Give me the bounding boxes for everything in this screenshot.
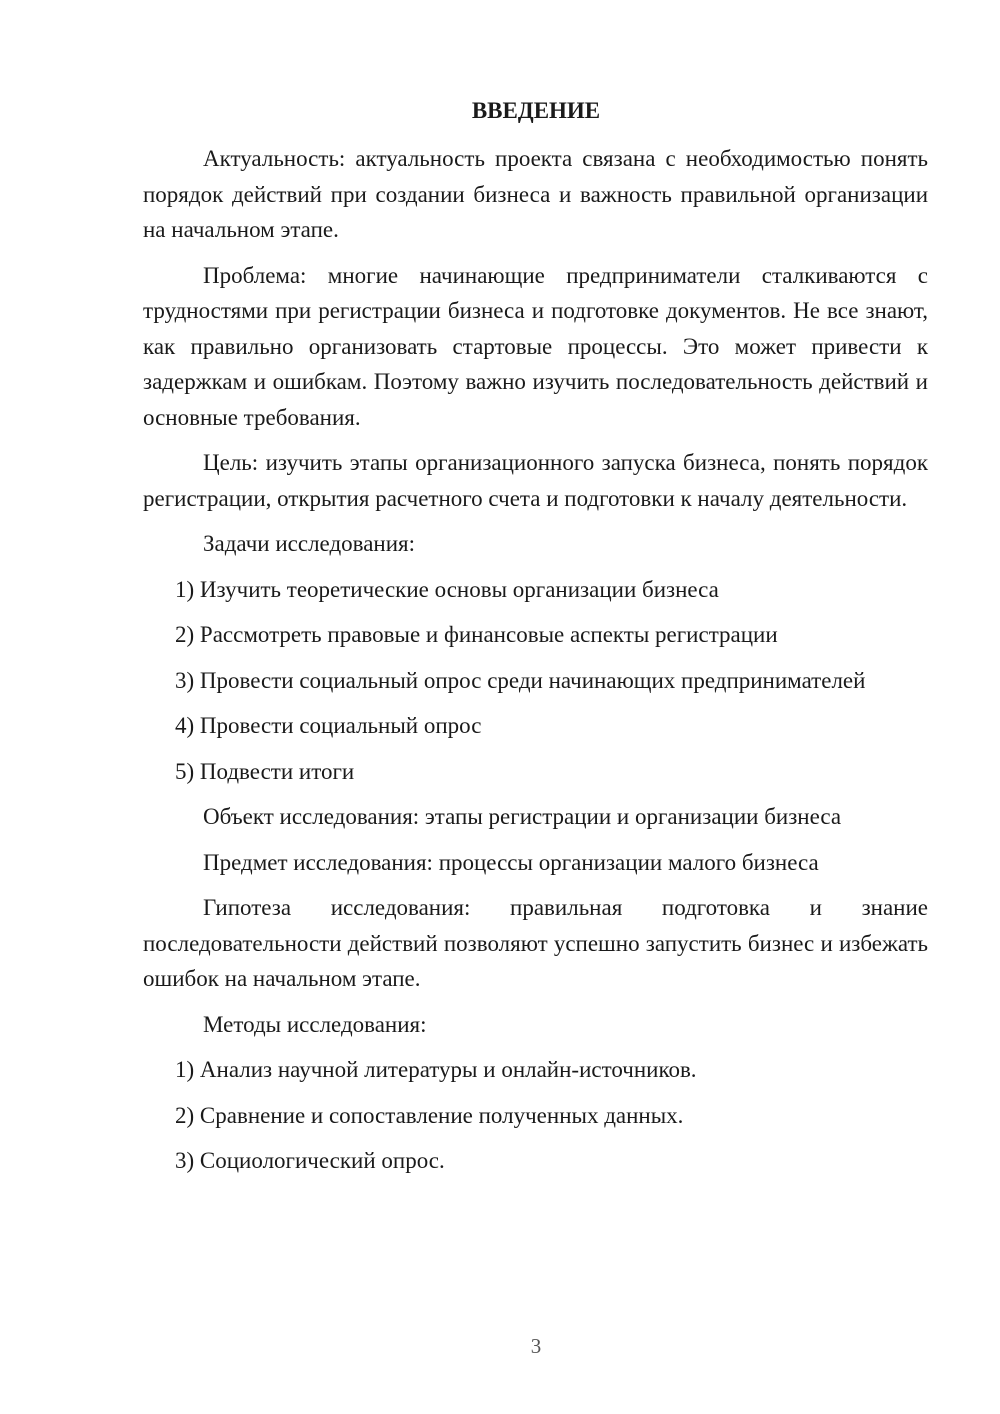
hypothesis-paragraph: Гипотеза исследования: правильная подготовка и знание последовательности действий позволяют успешно запустить бизнес и избежать ошибок на начальном этапе. (143, 895, 928, 991)
task-list-item: 4) Провести социальный опрос (175, 713, 482, 738)
task-list-item: 1) Изучить теоретические основы организации бизнеса (175, 576, 719, 602)
page-number: 3 (530, 1334, 542, 1358)
section-heading: ВВЕДЕНИЕ (471, 98, 601, 123)
method-list-item: 3) Социологический опрос. (175, 1148, 445, 1173)
methods-title: Методы исследования: (203, 1011, 427, 1037)
task-list-item: 2) Рассмотреть правовые и финансовые аспекты регистрации (175, 622, 778, 647)
task-list-item: 3) Провести социальный опрос среди начинающих предпринимателей (175, 667, 866, 693)
tasks-title: Задачи исследования: (203, 531, 416, 556)
relevance-paragraph: Актуальность: актуальность проекта связана с необходимостью понять порядок действий при создании бизнеса и важность правильной организации на начальном этапе. (143, 146, 928, 242)
goal-paragraph: Цель: изучить этапы организационного запуска бизнеса, понять порядок регистрации, открытия расчетного счета и подготовки к началу деятельности. (143, 450, 928, 511)
object-paragraph: Объект исследования: этапы регистрации и организации бизнеса (203, 804, 842, 829)
method-list-item: 1) Анализ научной литературы и онлайн-источников. (175, 1057, 697, 1082)
document-body (143, 141, 928, 1189)
task-list-item: 5) Подвести итоги (175, 758, 355, 784)
problem-paragraph: Проблема: многие начинающие предприниматели сталкиваются с трудностями при регистрации бизнеса и подготовке документов. Не все знают, как правильно организовать стартовые процессы. Это может привести к задержкам и ошибкам. Поэтому важно изучить последовательность действий и основные требования. (143, 262, 928, 430)
method-list-item: 2) Сравнение и сопоставление полученных данных. (175, 1102, 684, 1128)
subject-paragraph: Предмет исследования: процессы организации малого бизнеса (203, 849, 819, 875)
